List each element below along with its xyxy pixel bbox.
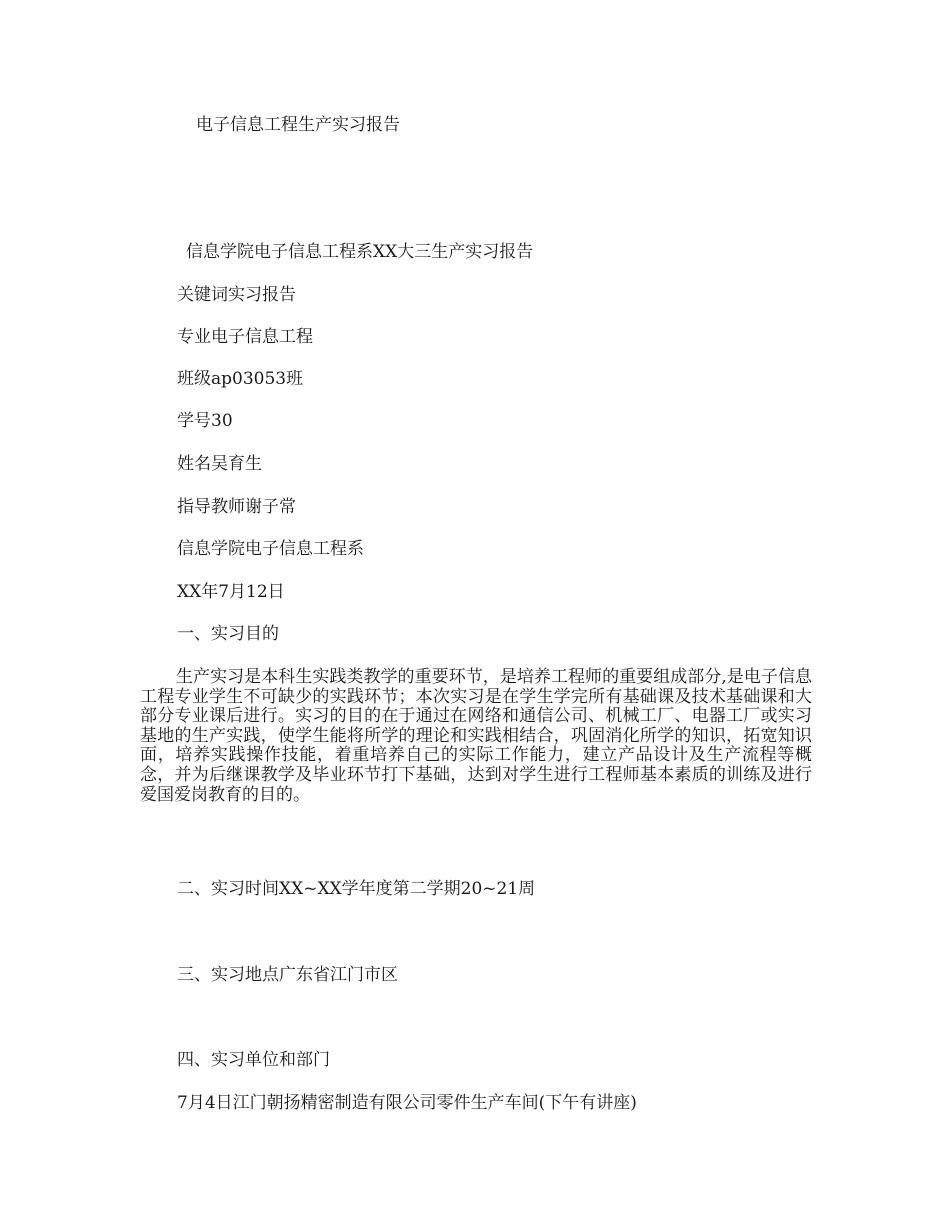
meta-name: 姓名吴育生 (177, 454, 262, 474)
section2-heading: 二、实习时间XX~XX学年度第二学期20~21周 (177, 879, 536, 899)
section4-heading: 四、实习单位和部门 (177, 1050, 330, 1070)
meta-student-id: 学号30 (177, 411, 233, 431)
section1-body: 生产实习是本科生实践类教学的重要环节，是培养工程师的重要组成部分,是电子信息工程专业学生不可缺少的实践环节；本次实习是在学生学完所有基础课及技术基础课和大部分专业课后进行。实习的目的在于通过在网络和通信公司、机械工厂、电器工厂或实习基地的生产实践，使学生能将所学的理论和实践相结合，巩固消化所学的知识，拓宽知识面，培养实践操作技能，着重培养自己的实际工作能力，建立产品设计及生产流程等概念，并为后继课教学及毕业环节打下基础，达到对学生进行工程师基本素质的训练及进行爱国爱岗教育的目的。 (140, 667, 812, 805)
meta-advisor: 指导教师谢子常 (177, 497, 296, 517)
meta-keywords: 关键词实习报告 (177, 285, 296, 305)
document-title: 电子信息工程生产实习报告 (196, 115, 400, 135)
meta-class: 班级ap03053班 (177, 369, 304, 389)
meta-major: 专业电子信息工程 (177, 327, 313, 347)
section4-item: 7月4日江门朝扬精密制造有限公司零件生产车间(下午有讲座) (177, 1093, 637, 1113)
section3-heading: 三、实习地点广东省江门市区 (177, 965, 398, 985)
meta-department: 信息学院电子信息工程系 (177, 539, 364, 559)
section1-heading: 一、实习目的 (177, 624, 279, 644)
meta-date: XX年7月12日 (177, 582, 285, 602)
document-subtitle: 信息学院电子信息工程系XX大三生产实习报告 (186, 242, 534, 262)
